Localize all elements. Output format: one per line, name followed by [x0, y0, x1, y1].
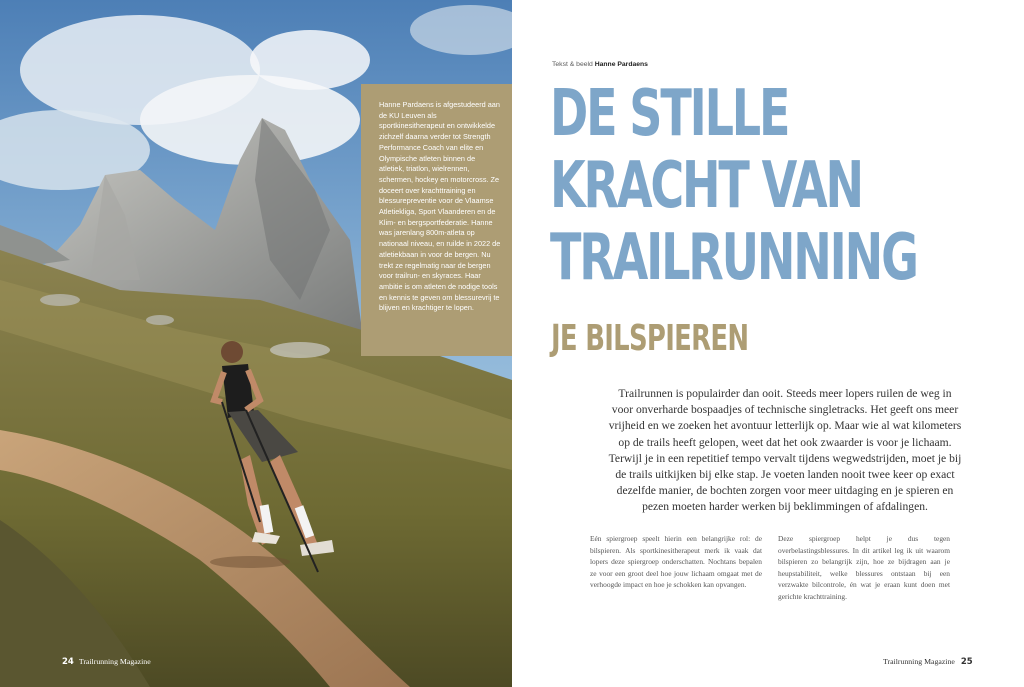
body-column-1: Eén spiergroep speelt hierin een belangrijke rol: de bilspieren. Als sportkinesitherapeut merk ik vaak dat lopers deze spiergroep onderschatten. Nochtans bepalen ze voor een groot deel hoe jouw lichaam omgaat met de verhoogde impact en hoe je schokken kan opvangen.	[590, 534, 762, 590]
author-bio-box	[361, 84, 512, 356]
credit-label: Tekst & beeld	[552, 61, 593, 68]
intro-paragraph: Trailrunnen is populairder dan ooit. Steeds meer lopers ruilen de weg in voor onverharde bospaadjes of technische singletracks. Het geeft ons meer vrijheid en we zoeken het avontuur letterlijk op. Maar wie al wat kilometers op de trails heeft gelopen, weet dat het ook zwaarder is voor je lichaam. Terwijl je in een repetitief tempo vervalt tijdens wegwedstrijden, moet je bij de trails uitkijken bij elke stap. Je voeten landen nooit twee keer op exact dezelfde manier, de bochten zorgen voor meer uitdaging en je spieren en pezen moeten harder werken bij beklimmingen of afdalingen.	[608, 387, 962, 514]
author-bio-text: Hanne Pardaens is afgestudeerd aan de KU Leuven als sportkinesitherapeut en ontwikkelde zichzelf daarna verder tot Strength Performance Coach van elite en Olympische atleten binnen de atletiek, triatlon, wielrennen, schermen, hockey en motorcross. Ze doceert over krachttraining en blessurepreventie voor de Vlaamse Atletiekliga, Sport Vlaanderen en de Klim- en bergsportfederatie. Hanne was jarenlang 800m-atleta op nationaal niveau, en ruilde in 2022 de atletiekbaan in voor de bergen. Nu trekt ze regelmatig naar de bergen voor trailrun- en skyraces. Haar ambitie is om atleten de nodige tools en kennis te geven om blessurevrij te blijven en krachtiger te lopen.	[379, 100, 501, 313]
page-number-right: 25	[960, 657, 973, 667]
headline-line-2: KRACHT VAN	[550, 149, 862, 223]
body-column-2: Deze spiergroep helpt je dus tegen overbelastingsblessures. In dit artikel leg ik uit waarom bilspieren zo belangrijk zijn, hoe ze bijdragen aan je heupstabiliteit, welke blessures ontstaan bij een verzwakte bilcontrole, én wat je eraan kunt doen met gerichte krachttraining.	[778, 534, 950, 601]
folio-right	[883, 657, 973, 667]
author-credit	[552, 61, 648, 68]
page-number-left: 24	[62, 657, 74, 667]
magazine-name-right: Trailrunning Magazine	[883, 657, 955, 666]
right-page	[512, 0, 1024, 687]
headline-line-1: DE STILLE	[550, 77, 789, 151]
folio-left	[62, 657, 151, 667]
headline-line-3: TRAILRUNNING	[550, 221, 917, 295]
magazine-name-left: Trailrunning Magazine	[78, 657, 151, 666]
article-headline	[550, 77, 917, 295]
article-subheadline: JE BILSPIEREN	[551, 318, 749, 359]
credit-name: Hanne Pardaens	[594, 61, 648, 68]
